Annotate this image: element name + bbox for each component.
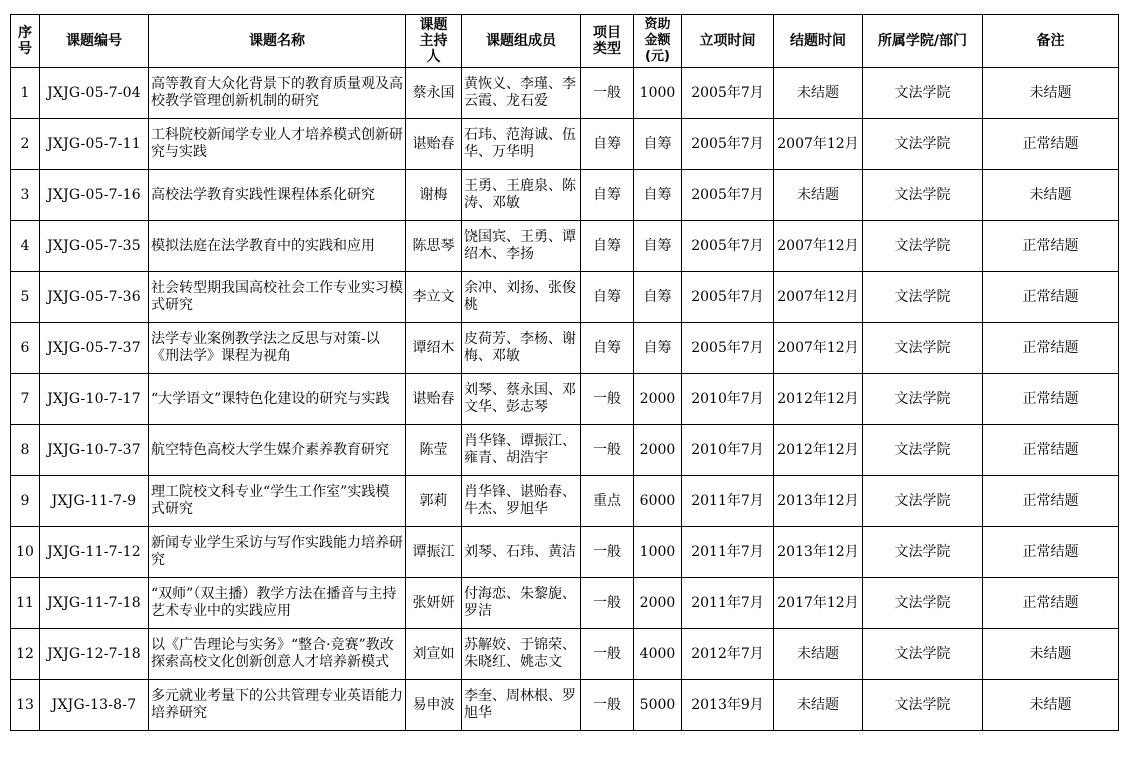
cell-end: 未结题 xyxy=(774,680,863,731)
cell-type: 一般 xyxy=(581,68,634,119)
cell-start: 2005年7月 xyxy=(682,119,774,170)
cell-members: 石玮、范海诚、伍华、万华明 xyxy=(462,119,581,170)
cell-members: 肖华锋、谭振江、雍青、胡浩宇 xyxy=(462,425,581,476)
cell-name: 以《广告理论与实务》“整合·竞赛”教改探索高校文化创新创意人才培养新模式 xyxy=(149,629,406,680)
cell-start: 2011年7月 xyxy=(682,476,774,527)
cell-code: JXJG-05-7-36 xyxy=(40,272,149,323)
cell-no: 10 xyxy=(11,527,40,578)
cell-end: 2017年12月 xyxy=(774,578,863,629)
header-members: 课题组成员 xyxy=(462,15,581,68)
cell-type: 一般 xyxy=(581,680,634,731)
cell-remark: 正常结题 xyxy=(983,374,1119,425)
cell-name: 社会转型期我国高校社会工作专业实习模式研究 xyxy=(149,272,406,323)
table-row xyxy=(11,527,1119,578)
cell-no: 6 xyxy=(11,323,40,374)
cell-name: 新闻专业学生采访与写作实践能力培养研究 xyxy=(149,527,406,578)
cell-host: 陈莹 xyxy=(406,425,462,476)
cell-type: 一般 xyxy=(581,629,634,680)
cell-type: 自筹 xyxy=(581,119,634,170)
cell-members: 肖华锋、谌贻春、牛杰、罗旭华 xyxy=(462,476,581,527)
table-row xyxy=(11,272,1119,323)
cell-remark: 未结题 xyxy=(983,68,1119,119)
cell-members: 王勇、王鹿泉、陈涛、邓敏 xyxy=(462,170,581,221)
cell-start: 2010年7月 xyxy=(682,425,774,476)
cell-members: 李奎、周林根、罗旭华 xyxy=(462,680,581,731)
table-row xyxy=(11,119,1119,170)
cell-code: JXJG-13-8-7 xyxy=(40,680,149,731)
cell-remark: 正常结题 xyxy=(983,272,1119,323)
cell-dept: 文法学院 xyxy=(863,425,983,476)
cell-fund: 6000 xyxy=(634,476,682,527)
cell-code: JXJG-12-7-18 xyxy=(40,629,149,680)
cell-code: JXJG-05-7-11 xyxy=(40,119,149,170)
cell-dept: 文法学院 xyxy=(863,221,983,272)
cell-end: 2007年12月 xyxy=(774,323,863,374)
cell-host: 易申波 xyxy=(406,680,462,731)
cell-remark: 未结题 xyxy=(983,680,1119,731)
cell-end: 2007年12月 xyxy=(774,272,863,323)
cell-host: 蔡永国 xyxy=(406,68,462,119)
cell-fund: 5000 xyxy=(634,680,682,731)
cell-start: 2005年7月 xyxy=(682,272,774,323)
cell-members: 黄恢义、李瑾、李云霞、龙石爱 xyxy=(462,68,581,119)
cell-type: 自筹 xyxy=(581,272,634,323)
cell-code: JXJG-10-7-37 xyxy=(40,425,149,476)
cell-end: 2013年12月 xyxy=(774,476,863,527)
cell-end: 未结题 xyxy=(774,170,863,221)
cell-fund: 1000 xyxy=(634,527,682,578)
table-row xyxy=(11,578,1119,629)
header-row xyxy=(11,15,1119,68)
cell-no: 12 xyxy=(11,629,40,680)
cell-fund: 自筹 xyxy=(634,323,682,374)
cell-remark: 正常结题 xyxy=(983,425,1119,476)
cell-fund: 4000 xyxy=(634,629,682,680)
cell-remark: 正常结题 xyxy=(983,119,1119,170)
cell-start: 2005年7月 xyxy=(682,68,774,119)
header-name: 课题名称 xyxy=(149,15,406,68)
cell-remark: 正常结题 xyxy=(983,527,1119,578)
cell-code: JXJG-05-7-35 xyxy=(40,221,149,272)
cell-members: 苏解姣、于锦荣、朱晓红、姚志文 xyxy=(462,629,581,680)
cell-no: 4 xyxy=(11,221,40,272)
cell-end: 2007年12月 xyxy=(774,119,863,170)
project-table xyxy=(10,14,1119,731)
cell-host: 郭莉 xyxy=(406,476,462,527)
cell-name: 模拟法庭在法学教育中的实践和应用 xyxy=(149,221,406,272)
cell-dept: 文法学院 xyxy=(863,323,983,374)
cell-dept: 文法学院 xyxy=(863,629,983,680)
cell-host: 李立文 xyxy=(406,272,462,323)
table-row xyxy=(11,374,1119,425)
cell-end: 2012年12月 xyxy=(774,374,863,425)
table-row xyxy=(11,68,1119,119)
cell-name: 多元就业考量下的公共管理专业英语能力培养研究 xyxy=(149,680,406,731)
cell-remark: 正常结题 xyxy=(983,476,1119,527)
cell-host: 谌贻春 xyxy=(406,119,462,170)
cell-fund: 自筹 xyxy=(634,170,682,221)
cell-dept: 文法学院 xyxy=(863,170,983,221)
cell-type: 一般 xyxy=(581,425,634,476)
cell-dept: 文法学院 xyxy=(863,374,983,425)
cell-code: JXJG-05-7-04 xyxy=(40,68,149,119)
header-fund: 资助金额(元) xyxy=(634,15,682,68)
cell-end: 2007年12月 xyxy=(774,221,863,272)
header-type: 项目类型 xyxy=(581,15,634,68)
cell-no: 2 xyxy=(11,119,40,170)
cell-host: 谭振江 xyxy=(406,527,462,578)
cell-host: 谢梅 xyxy=(406,170,462,221)
cell-no: 9 xyxy=(11,476,40,527)
header-dept: 所属学院/部门 xyxy=(863,15,983,68)
cell-members: 饶国宾、王勇、谭绍木、李扬 xyxy=(462,221,581,272)
table-row xyxy=(11,680,1119,731)
cell-no: 13 xyxy=(11,680,40,731)
cell-end: 未结题 xyxy=(774,629,863,680)
header-end: 结题时间 xyxy=(774,15,863,68)
cell-type: 自筹 xyxy=(581,170,634,221)
header-start: 立项时间 xyxy=(682,15,774,68)
cell-name: “双师”（双主播）教学方法在播音与主持艺术专业中的实践应用 xyxy=(149,578,406,629)
cell-remark: 未结题 xyxy=(983,170,1119,221)
cell-name: 航空特色高校大学生媒介素养教育研究 xyxy=(149,425,406,476)
cell-dept: 文法学院 xyxy=(863,476,983,527)
cell-remark: 正常结题 xyxy=(983,323,1119,374)
cell-end: 未结题 xyxy=(774,68,863,119)
cell-end: 2012年12月 xyxy=(774,425,863,476)
cell-no: 1 xyxy=(11,68,40,119)
cell-end: 2013年12月 xyxy=(774,527,863,578)
cell-start: 2005年7月 xyxy=(682,323,774,374)
cell-name: “大学语文”课特色化建设的研究与实践 xyxy=(149,374,406,425)
cell-members: 皮荷芳、李杨、谢梅、邓敏 xyxy=(462,323,581,374)
cell-start: 2005年7月 xyxy=(682,221,774,272)
cell-members: 刘琴、蔡永国、邓文华、彭志琴 xyxy=(462,374,581,425)
cell-fund: 自筹 xyxy=(634,272,682,323)
cell-host: 刘宣如 xyxy=(406,629,462,680)
cell-name: 工科院校新闻学专业人才培养模式创新研究与实践 xyxy=(149,119,406,170)
cell-host: 谭绍木 xyxy=(406,323,462,374)
cell-start: 2012年7月 xyxy=(682,629,774,680)
cell-name: 理工院校文科专业“学生工作室”实践模式研究 xyxy=(149,476,406,527)
cell-no: 7 xyxy=(11,374,40,425)
cell-members: 余冲、刘扬、张俊桃 xyxy=(462,272,581,323)
cell-remark: 正常结题 xyxy=(983,578,1119,629)
header-remark: 备注 xyxy=(983,15,1119,68)
cell-no: 5 xyxy=(11,272,40,323)
cell-no: 11 xyxy=(11,578,40,629)
cell-dept: 文法学院 xyxy=(863,578,983,629)
cell-type: 一般 xyxy=(581,578,634,629)
cell-type: 一般 xyxy=(581,374,634,425)
table-row xyxy=(11,170,1119,221)
cell-name: 法学专业案例教学法之反思与对策-以《刑法学》课程为视角 xyxy=(149,323,406,374)
cell-remark: 正常结题 xyxy=(983,221,1119,272)
cell-dept: 文法学院 xyxy=(863,119,983,170)
cell-start: 2013年9月 xyxy=(682,680,774,731)
cell-members: 刘琴、石玮、黄洁 xyxy=(462,527,581,578)
cell-no: 8 xyxy=(11,425,40,476)
table-row xyxy=(11,425,1119,476)
cell-start: 2011年7月 xyxy=(682,527,774,578)
table-body xyxy=(11,68,1119,731)
cell-dept: 文法学院 xyxy=(863,272,983,323)
header-no: 序号 xyxy=(11,15,40,68)
cell-dept: 文法学院 xyxy=(863,527,983,578)
cell-host: 张妍妍 xyxy=(406,578,462,629)
cell-fund: 2000 xyxy=(634,425,682,476)
header-code: 课题编号 xyxy=(40,15,149,68)
cell-start: 2005年7月 xyxy=(682,170,774,221)
cell-start: 2010年7月 xyxy=(682,374,774,425)
cell-code: JXJG-11-7-9 xyxy=(40,476,149,527)
cell-fund: 1000 xyxy=(634,68,682,119)
cell-host: 谌贻春 xyxy=(406,374,462,425)
cell-fund: 自筹 xyxy=(634,221,682,272)
cell-remark: 未结题 xyxy=(983,629,1119,680)
cell-code: JXJG-05-7-16 xyxy=(40,170,149,221)
cell-fund: 自筹 xyxy=(634,119,682,170)
cell-name: 高等教育大众化背景下的教育质量观及高校教学管理创新机制的研究 xyxy=(149,68,406,119)
cell-code: JXJG-10-7-17 xyxy=(40,374,149,425)
cell-dept: 文法学院 xyxy=(863,680,983,731)
cell-dept: 文法学院 xyxy=(863,68,983,119)
cell-type: 自筹 xyxy=(581,221,634,272)
cell-host: 陈思琴 xyxy=(406,221,462,272)
cell-type: 重点 xyxy=(581,476,634,527)
table-row xyxy=(11,221,1119,272)
cell-name: 高校法学教育实践性课程体系化研究 xyxy=(149,170,406,221)
cell-start: 2011年7月 xyxy=(682,578,774,629)
cell-no: 3 xyxy=(11,170,40,221)
table-row xyxy=(11,629,1119,680)
cell-type: 一般 xyxy=(581,527,634,578)
cell-code: JXJG-11-7-12 xyxy=(40,527,149,578)
table-row xyxy=(11,476,1119,527)
cell-code: JXJG-11-7-18 xyxy=(40,578,149,629)
cell-fund: 2000 xyxy=(634,578,682,629)
cell-type: 自筹 xyxy=(581,323,634,374)
cell-fund: 2000 xyxy=(634,374,682,425)
cell-code: JXJG-05-7-37 xyxy=(40,323,149,374)
table-row xyxy=(11,323,1119,374)
cell-members: 付海恋、朱黎旎、罗洁 xyxy=(462,578,581,629)
header-host: 课题主持人 xyxy=(406,15,462,68)
